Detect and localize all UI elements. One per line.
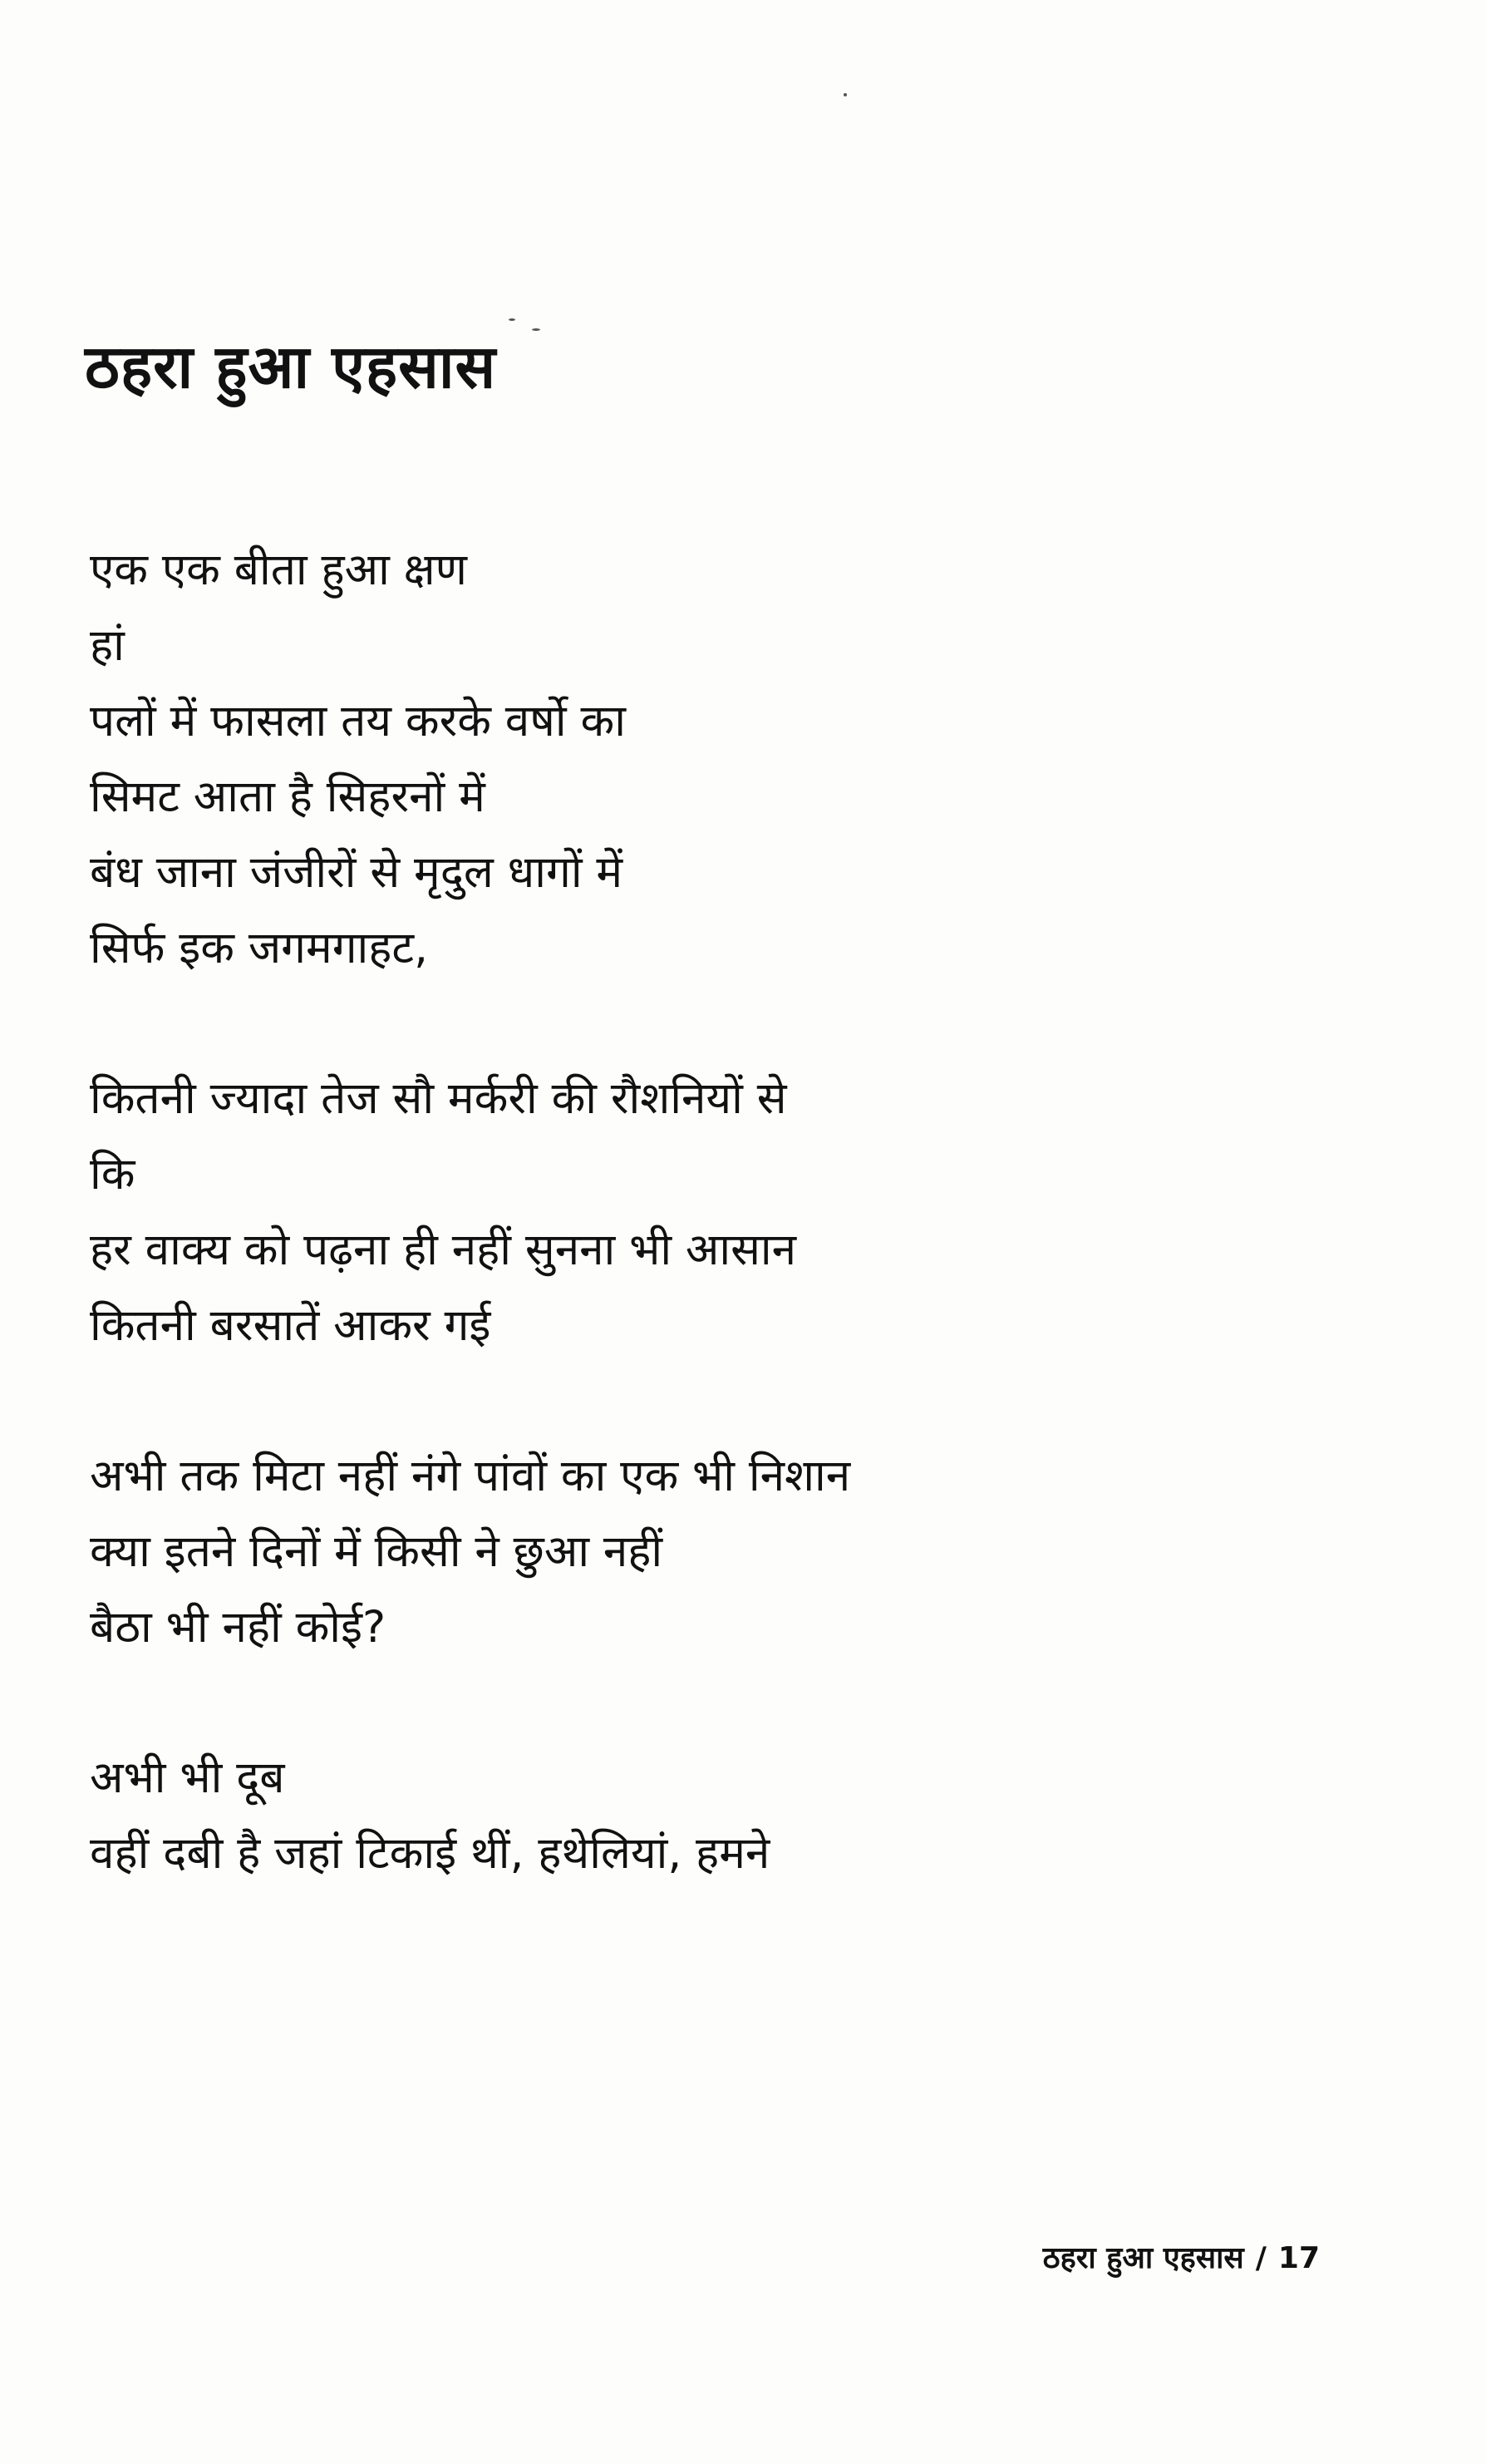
poem-line: वहीं दबी है जहां टिकाई थीं, हथेलियां, हमने: [90, 1828, 770, 1879]
poem-line: अभी भी दूब: [90, 1752, 285, 1803]
poem-line: सिर्फ इक जगमगाहट,: [90, 923, 428, 973]
poem-line: पलों में फासला तय करके वर्षो का: [90, 696, 626, 747]
poem-line: बंध जाना जंजीरों से मृदुल धागों में: [90, 847, 623, 898]
footer-separator: /: [1255, 2241, 1267, 2275]
paper-speck: [509, 318, 515, 321]
poem-line: क्या इतने दिनों में किसी ने छुआ नहीं: [90, 1526, 663, 1577]
running-title: ठहरा हुआ एहसास: [1042, 2241, 1244, 2275]
stanza-2: [90, 1061, 1336, 1363]
poem-line: कितनी बरसातें आकर गई: [90, 1300, 491, 1351]
stanza-1: [90, 532, 1336, 986]
stanza-4: [90, 1740, 1336, 1891]
poem-title: ठहरा हुआ एहसास: [85, 332, 497, 402]
page-number: 17: [1277, 2241, 1320, 2275]
page-footer: [1043, 2236, 1320, 2277]
poem-line: हर वाक्य को पढ़ना ही नहीं सुनना भी आसान: [90, 1225, 797, 1275]
poem-line: सिमट आता है सिहरनों में: [90, 771, 485, 822]
poem-line: एक एक बीता हुआ क्षण: [90, 545, 467, 595]
poem-line: कि: [90, 1149, 135, 1200]
poem-line: बैठा भी नहीं कोई?: [90, 1602, 386, 1653]
poem-line: अभी तक मिटा नहीं नंगे पांवों का एक भी निशान: [90, 1451, 851, 1501]
paper-speck: [532, 328, 540, 331]
poem-body: [90, 532, 1336, 1966]
paper-speck: [844, 93, 847, 96]
poem-line: कितनी ज्यादा तेज सौ मर्करी की रौशनियों से: [90, 1073, 787, 1124]
stanza-3: [90, 1438, 1336, 1665]
poem-line: हां: [90, 620, 125, 671]
